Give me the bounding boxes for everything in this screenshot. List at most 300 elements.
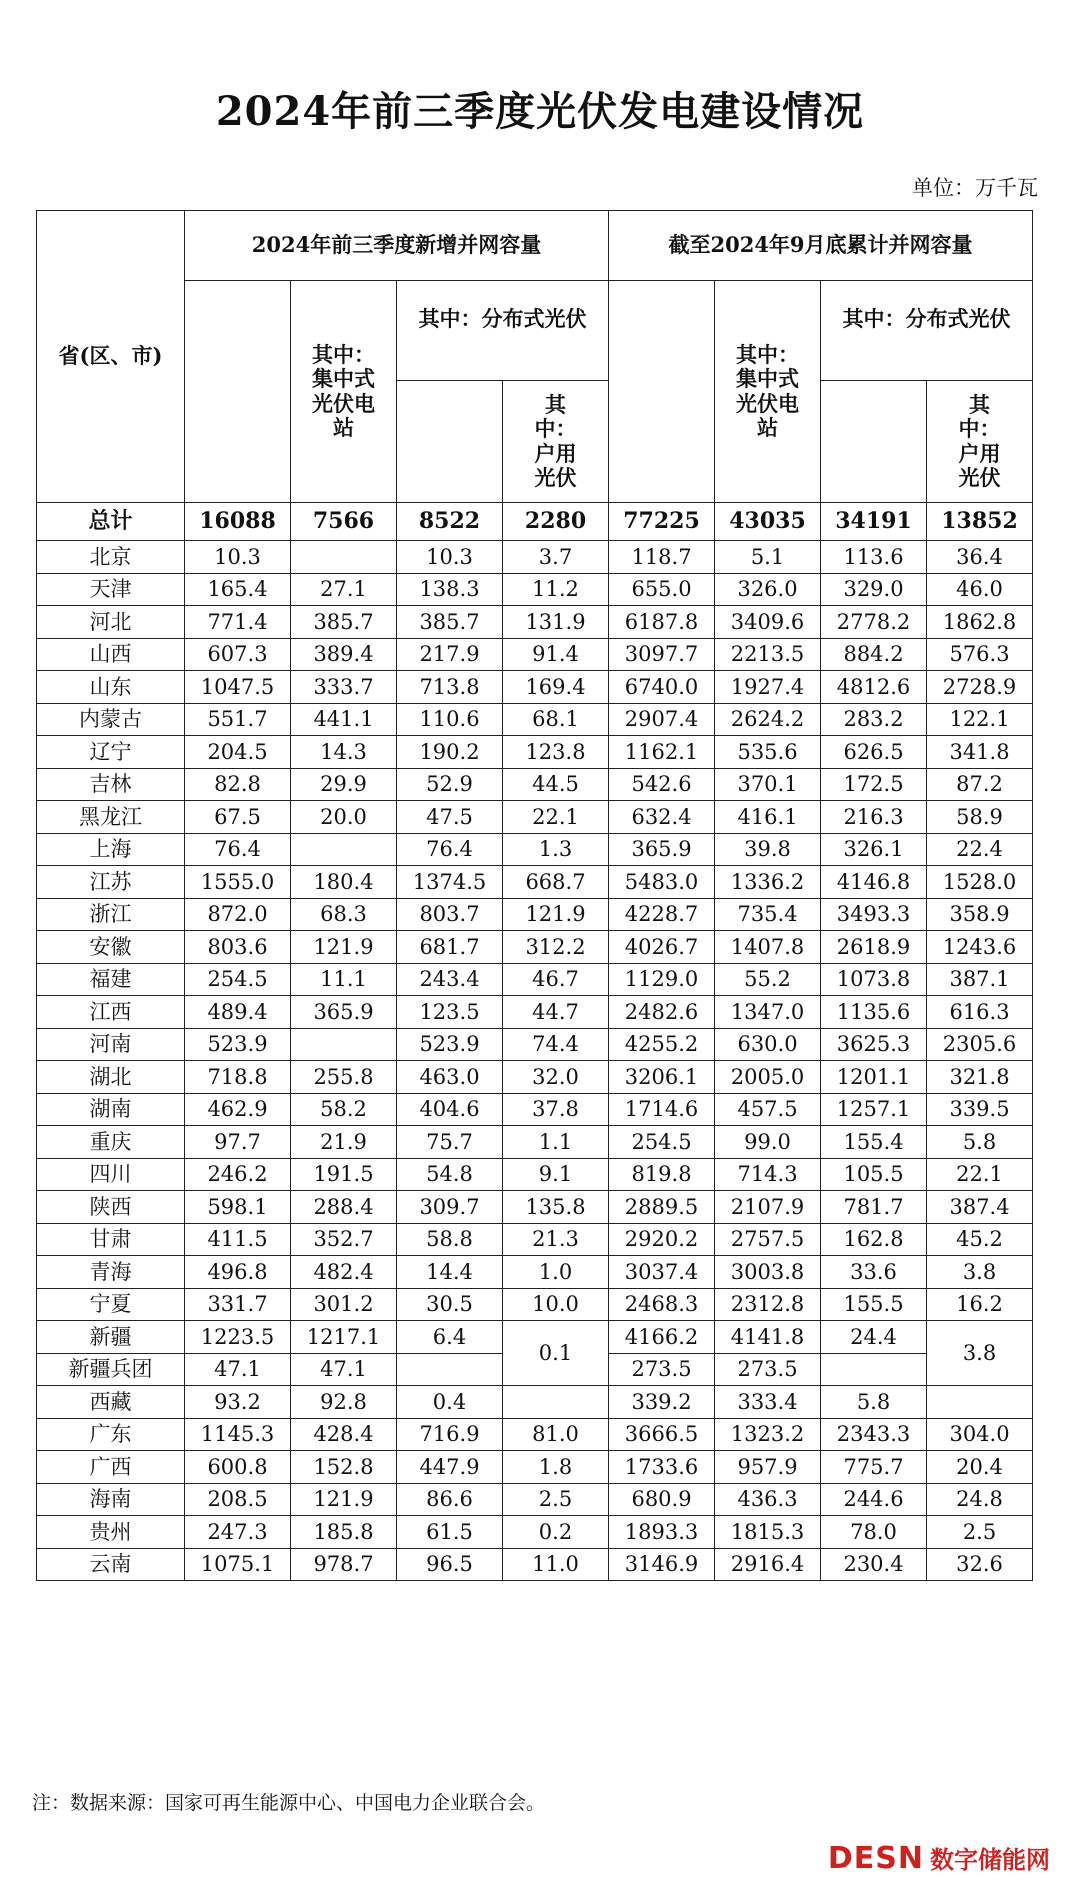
table-cell: 74.4 — [503, 1028, 609, 1061]
table-row — [37, 1028, 1033, 1061]
table-cell: 185.8 — [291, 1516, 397, 1549]
table-cell: 1893.3 — [609, 1516, 715, 1549]
table-cell: 243.4 — [397, 963, 503, 996]
table-cell: 551.7 — [185, 703, 291, 736]
province-name: 江苏 — [37, 866, 185, 899]
table-cell: 191.5 — [291, 1158, 397, 1191]
table-cell: 301.2 — [291, 1288, 397, 1321]
table-cell: 217.9 — [397, 638, 503, 671]
table-row — [37, 768, 1033, 801]
table-row — [37, 931, 1033, 964]
total-cell: 7566 — [291, 503, 397, 541]
table-cell: 255.8 — [291, 1061, 397, 1094]
province-name: 云南 — [37, 1548, 185, 1581]
table-cell: 428.4 — [291, 1418, 397, 1451]
table-cell: 61.5 — [397, 1516, 503, 1549]
table-cell: 436.3 — [715, 1483, 821, 1516]
header-new-distributed-total — [397, 381, 503, 503]
table-row — [37, 1288, 1033, 1321]
province-name: 安徽 — [37, 931, 185, 964]
table-cell: 1.3 — [503, 833, 609, 866]
table-cell: 230.4 — [821, 1548, 927, 1581]
province-name: 山东 — [37, 671, 185, 704]
table-cell: 6187.8 — [609, 606, 715, 639]
table-row — [37, 1093, 1033, 1126]
table-cell: 244.6 — [821, 1483, 927, 1516]
table-cell: 365.9 — [291, 996, 397, 1029]
table-cell: 121.9 — [291, 931, 397, 964]
table-cell: 4228.7 — [609, 898, 715, 931]
table-cell: 1162.1 — [609, 736, 715, 769]
table-cell: 169.4 — [503, 671, 609, 704]
watermark-name: 数字储能网 — [930, 1846, 1050, 1874]
table-cell: 1927.4 — [715, 671, 821, 704]
header-cum-centralized: 其中：集中式光伏电站 — [715, 281, 821, 503]
table-cell: 2.5 — [927, 1516, 1033, 1549]
table-cell: 52.9 — [397, 768, 503, 801]
table-cell: 99.0 — [715, 1126, 821, 1159]
table-row — [37, 1256, 1033, 1289]
table-cell: 542.6 — [609, 768, 715, 801]
table-cell: 3206.1 — [609, 1061, 715, 1094]
total-cell: 16088 — [185, 503, 291, 541]
table-cell: 3409.6 — [715, 606, 821, 639]
table-cell: 14.3 — [291, 736, 397, 769]
table-cell: 131.9 — [503, 606, 609, 639]
table-cell: 884.2 — [821, 638, 927, 671]
table-cell: 819.8 — [609, 1158, 715, 1191]
table-cell: 9.1 — [503, 1158, 609, 1191]
table-cell: 385.7 — [291, 606, 397, 639]
table-cell: 535.6 — [715, 736, 821, 769]
province-name: 福建 — [37, 963, 185, 996]
table-cell: 47.1 — [291, 1353, 397, 1386]
table-cell: 718.8 — [185, 1061, 291, 1094]
table-cell: 496.8 — [185, 1256, 291, 1289]
table-cell: 681.7 — [397, 931, 503, 964]
table-cell: 404.6 — [397, 1093, 503, 1126]
table-cell: 1075.1 — [185, 1548, 291, 1581]
province-name: 新疆 — [37, 1321, 185, 1354]
table-row — [37, 1321, 1033, 1354]
table-cell: 2624.2 — [715, 703, 821, 736]
header-new-centralized: 其中：集中式光伏电站 — [291, 281, 397, 503]
table-cell: 14.4 — [397, 1256, 503, 1289]
table-cell: 312.2 — [503, 931, 609, 964]
table-cell: 1201.1 — [821, 1061, 927, 1094]
table-cell: 162.8 — [821, 1223, 927, 1256]
table-cell: 16.2 — [927, 1288, 1033, 1321]
table-cell: 208.5 — [185, 1483, 291, 1516]
province-name: 贵州 — [37, 1516, 185, 1549]
table-cell: 3666.5 — [609, 1418, 715, 1451]
table-cell: 607.3 — [185, 638, 291, 671]
table-cell: 204.5 — [185, 736, 291, 769]
table-cell: 4026.7 — [609, 931, 715, 964]
table-cell: 67.5 — [185, 801, 291, 834]
table-cell: 389.4 — [291, 638, 397, 671]
table-cell: 457.5 — [715, 1093, 821, 1126]
table-cell: 668.7 — [503, 866, 609, 899]
table-cell: 247.3 — [185, 1516, 291, 1549]
table-cell: 1.8 — [503, 1451, 609, 1484]
table-cell: 44.5 — [503, 768, 609, 801]
province-name: 青海 — [37, 1256, 185, 1289]
table-cell: 254.5 — [185, 963, 291, 996]
table-cell: 1714.6 — [609, 1093, 715, 1126]
table-cell: 20.0 — [291, 801, 397, 834]
table-cell: 2618.9 — [821, 931, 927, 964]
table-cell: 1217.1 — [291, 1321, 397, 1354]
table-cell — [291, 833, 397, 866]
table-cell: 1555.0 — [185, 866, 291, 899]
table-cell: 630.0 — [715, 1028, 821, 1061]
table-cell: 462.9 — [185, 1093, 291, 1126]
table-cell — [291, 1028, 397, 1061]
table-row — [37, 703, 1033, 736]
table-cell: 1815.3 — [715, 1516, 821, 1549]
table-cell: 10.3 — [185, 541, 291, 574]
table-cell: 1.1 — [503, 1126, 609, 1159]
table-cell: 2312.8 — [715, 1288, 821, 1321]
table-cell: 3625.3 — [821, 1028, 927, 1061]
table-cell: 5483.0 — [609, 866, 715, 899]
table-cell: 1073.8 — [821, 963, 927, 996]
table-cell: 44.7 — [503, 996, 609, 1029]
unit-label: 单位：万千瓦 — [912, 176, 1038, 200]
table-cell — [927, 1386, 1033, 1419]
table-cell: 97.7 — [185, 1126, 291, 1159]
table-cell: 216.3 — [821, 801, 927, 834]
table-cell: 152.8 — [291, 1451, 397, 1484]
table-cell: 803.6 — [185, 931, 291, 964]
pv-construction-table — [36, 210, 1033, 1581]
table-cell: 872.0 — [185, 898, 291, 931]
table-cell: 6.4 — [397, 1321, 503, 1354]
table-cell: 978.7 — [291, 1548, 397, 1581]
table-cell: 304.0 — [927, 1418, 1033, 1451]
table-cell: 339.5 — [927, 1093, 1033, 1126]
table-row — [37, 898, 1033, 931]
table-cell: 441.1 — [291, 703, 397, 736]
table-cell: 1135.6 — [821, 996, 927, 1029]
table-cell: 29.9 — [291, 768, 397, 801]
table-cell: 3037.4 — [609, 1256, 715, 1289]
table-cell: 2343.3 — [821, 1418, 927, 1451]
table-cell: 92.8 — [291, 1386, 397, 1419]
table-row — [37, 1191, 1033, 1224]
province-name: 上海 — [37, 833, 185, 866]
province-name: 重庆 — [37, 1126, 185, 1159]
table-cell: 47.1 — [185, 1353, 291, 1386]
table-cell: 118.7 — [609, 541, 715, 574]
table-cell: 10.3 — [397, 541, 503, 574]
table-cell: 3146.9 — [609, 1548, 715, 1581]
table-cell: 273.5 — [609, 1353, 715, 1386]
table-cell: 2305.6 — [927, 1028, 1033, 1061]
table-cell: 47.5 — [397, 801, 503, 834]
table-cell: 11.1 — [291, 963, 397, 996]
table-cell: 45.2 — [927, 1223, 1033, 1256]
table-cell: 1374.5 — [397, 866, 503, 899]
table-cell: 6740.0 — [609, 671, 715, 704]
table-cell: 482.4 — [291, 1256, 397, 1289]
table-cell: 113.6 — [821, 541, 927, 574]
table-cell: 781.7 — [821, 1191, 927, 1224]
table-cell: 20.4 — [927, 1451, 1033, 1484]
table-cell: 172.5 — [821, 768, 927, 801]
table-cell: 1257.1 — [821, 1093, 927, 1126]
table-cell: 2728.9 — [927, 671, 1033, 704]
table-cell: 27.1 — [291, 573, 397, 606]
table-cell: 339.2 — [609, 1386, 715, 1419]
table-cell: 321.8 — [927, 1061, 1033, 1094]
province-name: 广西 — [37, 1451, 185, 1484]
table-cell: 2907.4 — [609, 703, 715, 736]
table-cell: 4812.6 — [821, 671, 927, 704]
table-cell: 714.3 — [715, 1158, 821, 1191]
province-name: 海南 — [37, 1483, 185, 1516]
table-cell: 82.8 — [185, 768, 291, 801]
header-cum-total — [609, 281, 715, 503]
table-cell: 22.4 — [927, 833, 1033, 866]
table-cell: 46.7 — [503, 963, 609, 996]
table-cell: 288.4 — [291, 1191, 397, 1224]
table-cell: 4146.8 — [821, 866, 927, 899]
table-cell: 1733.6 — [609, 1451, 715, 1484]
table-cell: 341.8 — [927, 736, 1033, 769]
table-cell: 273.5 — [715, 1353, 821, 1386]
table-cell: 2005.0 — [715, 1061, 821, 1094]
table-cell: 387.1 — [927, 963, 1033, 996]
province-name: 山西 — [37, 638, 185, 671]
table-cell: 713.8 — [397, 671, 503, 704]
table-cell: 329.0 — [821, 573, 927, 606]
table-row — [37, 1061, 1033, 1094]
table-cell: 1.0 — [503, 1256, 609, 1289]
table-cell: 1223.5 — [185, 1321, 291, 1354]
table-cell: 957.9 — [715, 1451, 821, 1484]
table-cell: 121.9 — [503, 898, 609, 931]
header-new-capacity: 2024年前三季度新增并网容量 — [185, 211, 609, 281]
table-cell: 21.3 — [503, 1223, 609, 1256]
table-cell: 81.0 — [503, 1418, 609, 1451]
table-row — [37, 996, 1033, 1029]
table-cell: 600.8 — [185, 1451, 291, 1484]
table-cell: 680.9 — [609, 1483, 715, 1516]
total-cell: 43035 — [715, 503, 821, 541]
table-cell: 165.4 — [185, 573, 291, 606]
table-cell: 1862.8 — [927, 606, 1033, 639]
table-cell: 24.4 — [821, 1321, 927, 1354]
province-name: 甘肃 — [37, 1223, 185, 1256]
table-cell: 1323.2 — [715, 1418, 821, 1451]
table-cell: 735.4 — [715, 898, 821, 931]
province-name: 河北 — [37, 606, 185, 639]
table-cell: 246.2 — [185, 1158, 291, 1191]
table-cell: 22.1 — [503, 801, 609, 834]
table-cell: 21.9 — [291, 1126, 397, 1159]
table-cell: 76.4 — [397, 833, 503, 866]
table-cell: 2916.4 — [715, 1548, 821, 1581]
table-cell: 365.9 — [609, 833, 715, 866]
table-cell: 91.4 — [503, 638, 609, 671]
table-cell: 78.0 — [821, 1516, 927, 1549]
table-cell: 463.0 — [397, 1061, 503, 1094]
table-cell: 447.9 — [397, 1451, 503, 1484]
table-row — [37, 671, 1033, 704]
watermark-brand: DESN — [827, 1841, 924, 1876]
table-cell: 1347.0 — [715, 996, 821, 1029]
province-name: 浙江 — [37, 898, 185, 931]
table-cell: 36.4 — [927, 541, 1033, 574]
province-name: 陕西 — [37, 1191, 185, 1224]
table-cell: 86.6 — [397, 1483, 503, 1516]
table-cell: 358.9 — [927, 898, 1033, 931]
table-cell: 3493.3 — [821, 898, 927, 931]
table-cell: 370.1 — [715, 768, 821, 801]
table-cell: 32.0 — [503, 1061, 609, 1094]
table-cell: 1407.8 — [715, 931, 821, 964]
table-cell: 155.5 — [821, 1288, 927, 1321]
province-name: 天津 — [37, 573, 185, 606]
table-cell: 352.7 — [291, 1223, 397, 1256]
table-cell: 326.1 — [821, 833, 927, 866]
province-name: 宁夏 — [37, 1288, 185, 1321]
table-cell: 54.8 — [397, 1158, 503, 1191]
table-cell: 411.5 — [185, 1223, 291, 1256]
table-cell: 1336.2 — [715, 866, 821, 899]
table-row — [37, 1126, 1033, 1159]
table-row — [37, 1223, 1033, 1256]
header-cum-distributed: 其中：分布式光伏 — [821, 281, 1033, 381]
table-cell: 2468.3 — [609, 1288, 715, 1321]
table-cell: 655.0 — [609, 573, 715, 606]
table-row — [37, 833, 1033, 866]
table-cell: 333.4 — [715, 1386, 821, 1419]
table-cell: 46.0 — [927, 573, 1033, 606]
table-cell: 2.5 — [503, 1483, 609, 1516]
total-row — [37, 503, 1033, 541]
table-cell: 2920.2 — [609, 1223, 715, 1256]
table-cell: 5.1 — [715, 541, 821, 574]
header-cum-household: 其中：户用光伏 — [927, 381, 1033, 503]
table-row — [37, 1548, 1033, 1581]
table-cell: 30.5 — [397, 1288, 503, 1321]
table-cell: 155.4 — [821, 1126, 927, 1159]
table-row — [37, 606, 1033, 639]
table-cell: 11.0 — [503, 1548, 609, 1581]
table-cell: 309.7 — [397, 1191, 503, 1224]
table-cell: 5.8 — [927, 1126, 1033, 1159]
table-cell: 24.8 — [927, 1483, 1033, 1516]
table-cell: 122.1 — [927, 703, 1033, 736]
table-cell: 123.5 — [397, 996, 503, 1029]
table-row — [37, 573, 1033, 606]
table-cell: 775.7 — [821, 1451, 927, 1484]
province-name: 吉林 — [37, 768, 185, 801]
total-cell: 8522 — [397, 503, 503, 541]
table-cell: 1528.0 — [927, 866, 1033, 899]
table-cell: 489.4 — [185, 996, 291, 1029]
table-cell: 2107.9 — [715, 1191, 821, 1224]
table-cell: 68.3 — [291, 898, 397, 931]
header-new-distributed: 其中：分布式光伏 — [397, 281, 609, 381]
table-cell: 326.0 — [715, 573, 821, 606]
province-name: 辽宁 — [37, 736, 185, 769]
table-cell — [821, 1353, 927, 1386]
table-cell: 3097.7 — [609, 638, 715, 671]
header-cum-distributed-total — [821, 381, 927, 503]
header-cumulative-capacity: 截至2024年9月底累计并网容量 — [609, 211, 1033, 281]
table-cell: 2778.2 — [821, 606, 927, 639]
table-cell: 121.9 — [291, 1483, 397, 1516]
table-cell: 33.6 — [821, 1256, 927, 1289]
table-cell: 39.8 — [715, 833, 821, 866]
table-cell: 4255.2 — [609, 1028, 715, 1061]
table-cell: 4166.2 — [609, 1321, 715, 1354]
table-cell: 123.8 — [503, 736, 609, 769]
table-row — [37, 801, 1033, 834]
total-cell: 77225 — [609, 503, 715, 541]
header-new-household: 其中：户用光伏 — [503, 381, 609, 503]
table-cell: 331.7 — [185, 1288, 291, 1321]
table-row — [37, 1451, 1033, 1484]
table-cell: 68.1 — [503, 703, 609, 736]
table-cell: 58.2 — [291, 1093, 397, 1126]
province-name: 北京 — [37, 541, 185, 574]
table-cell: 11.2 — [503, 573, 609, 606]
table-row — [37, 1483, 1033, 1516]
table-row — [37, 638, 1033, 671]
table-cell: 96.5 — [397, 1548, 503, 1581]
total-cell: 13852 — [927, 503, 1033, 541]
table-cell: 135.8 — [503, 1191, 609, 1224]
table-cell: 333.7 — [291, 671, 397, 704]
province-name: 黑龙江 — [37, 801, 185, 834]
table-cell: 32.6 — [927, 1548, 1033, 1581]
table-row — [37, 736, 1033, 769]
table-cell: 1129.0 — [609, 963, 715, 996]
table-cell: 716.9 — [397, 1418, 503, 1451]
province-name: 西藏 — [37, 1386, 185, 1419]
table-cell: 3.8 — [927, 1256, 1033, 1289]
header-province: 省(区、市) — [37, 211, 185, 503]
table-cell: 76.4 — [185, 833, 291, 866]
table-cell: 616.3 — [927, 996, 1033, 1029]
table-cell: 283.2 — [821, 703, 927, 736]
table-row — [37, 541, 1033, 574]
table-cell: 576.3 — [927, 638, 1033, 671]
table-cell: 2757.5 — [715, 1223, 821, 1256]
province-name: 河南 — [37, 1028, 185, 1061]
province-name: 四川 — [37, 1158, 185, 1191]
table-cell: 190.2 — [397, 736, 503, 769]
table-cell: 523.9 — [397, 1028, 503, 1061]
table-cell: 626.5 — [821, 736, 927, 769]
table-cell: 58.8 — [397, 1223, 503, 1256]
table-cell: 138.3 — [397, 573, 503, 606]
table-cell: 3.7 — [503, 541, 609, 574]
table-cell: 37.8 — [503, 1093, 609, 1126]
province-name: 新疆兵团 — [37, 1353, 185, 1386]
table-cell: 22.1 — [927, 1158, 1033, 1191]
table-cell: 2213.5 — [715, 638, 821, 671]
table-cell: 803.7 — [397, 898, 503, 931]
table-cell: 771.4 — [185, 606, 291, 639]
table-cell: 254.5 — [609, 1126, 715, 1159]
table-row — [37, 963, 1033, 996]
